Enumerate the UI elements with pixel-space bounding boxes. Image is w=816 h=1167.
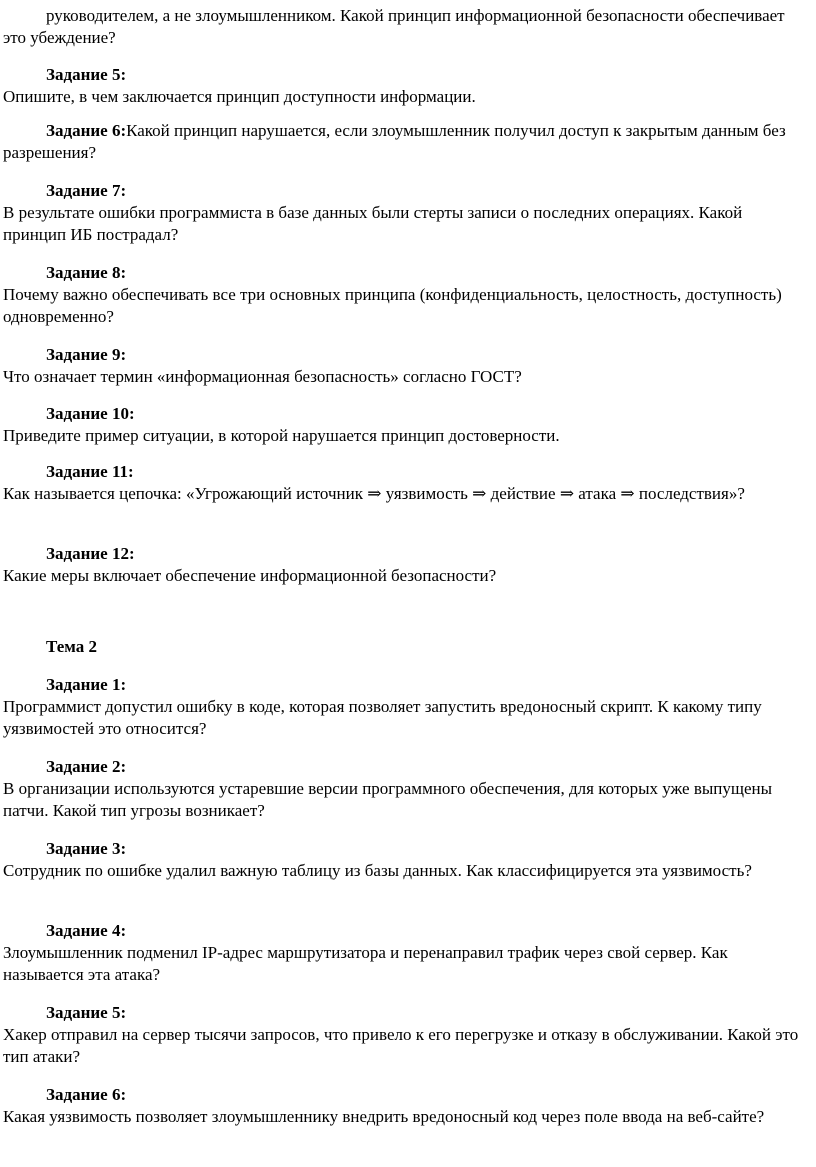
task-block-7 (3, 180, 808, 246)
task-block-5 (3, 64, 808, 108)
task-label: Задание 2: (46, 757, 127, 776)
task-text: В организации используются устаревшие версии программного обеспечения, для которых уже выпущены патчи. Какой тип угрозы возникает? (3, 779, 773, 820)
theme-2-heading: Тема 2 (46, 637, 97, 656)
task-label: Задание 8: (46, 263, 127, 282)
theme2-task-block-3 (3, 838, 808, 882)
task-label: Задание 1: (46, 675, 127, 694)
theme2-task-block-2 (3, 756, 808, 822)
task-label: Задание 6: (46, 121, 127, 140)
task-text: Приведите пример ситуации, в которой нарушается принцип достоверности. (3, 426, 560, 445)
task-label: Задание 11: (46, 462, 134, 481)
task-text: Как называется цепочка: «Угрожающий источник ⇒ уязвимость ⇒ действие ⇒ атака ⇒ последствия»? (3, 484, 745, 503)
theme2-task-block-5 (3, 1002, 808, 1068)
task-text: Какие меры включает обеспечение информационной безопасности? (3, 566, 497, 585)
task-text: Какая уязвимость позволяет злоумышленнику внедрить вредоносный код через поле ввода на веб-сайте? (3, 1107, 765, 1126)
theme2-task-block-6 (3, 1084, 808, 1128)
task-block-11 (3, 461, 808, 505)
task-text: Программист допустил ошибку в коде, которая позволяет запустить вредоносный скрипт. К какому типу уязвимостей это относится? (3, 697, 762, 738)
task-text: Злоумышленник подменил IP-адрес маршрутизатора и перенаправил трафик через свой сервер. Как называется эта атака? (3, 943, 728, 984)
task-block-12 (3, 543, 808, 587)
task-label: Задание 5: (46, 65, 127, 84)
task-text: Что означает термин «информационная безопасность» согласно ГОСТ? (3, 367, 522, 386)
task-label: Задание 12: (46, 544, 135, 563)
theme2-task-block-4 (3, 920, 808, 986)
task-label: Задание 5: (46, 1003, 127, 1022)
task-text: Опишите, в чем заключается принцип доступности информации. (3, 87, 476, 106)
task-label: Задание 6: (46, 1085, 127, 1104)
task-block-10 (3, 403, 808, 447)
task-label: Задание 7: (46, 181, 127, 200)
task-block-8 (3, 262, 808, 328)
task-block-6 (3, 120, 808, 164)
task-text: В результате ошибки программиста в базе данных были стерты записи о последних операциях. Какой принцип ИБ пострадал? (3, 203, 743, 244)
task-label: Задание 4: (46, 921, 127, 940)
task-text: Почему важно обеспечивать все три основных принципа (конфиденциальность, целостность, доступность) одновременно? (3, 285, 782, 326)
task-label: Задание 9: (46, 345, 127, 364)
intro-paragraph: руководителем, а не злоумышленником. Какой принцип информационной безопасности обеспечивает это убеждение? (3, 6, 785, 47)
task-block-9 (3, 344, 808, 388)
task-label: Задание 3: (46, 839, 127, 858)
task-text: Какой принцип нарушается, если злоумышленник получил доступ к закрытым данным без разрешения? (3, 121, 786, 162)
task-text: Сотрудник по ошибке удалил важную таблицу из базы данных. Как классифицируется эта уязвимость? (3, 861, 752, 880)
task-text: Хакер отправил на сервер тысячи запросов, что привело к его перегрузке и отказу в обслуживании. Какой это тип атаки? (3, 1025, 799, 1066)
theme2-task-block-1 (3, 674, 808, 740)
task-label: Задание 10: (46, 404, 135, 423)
